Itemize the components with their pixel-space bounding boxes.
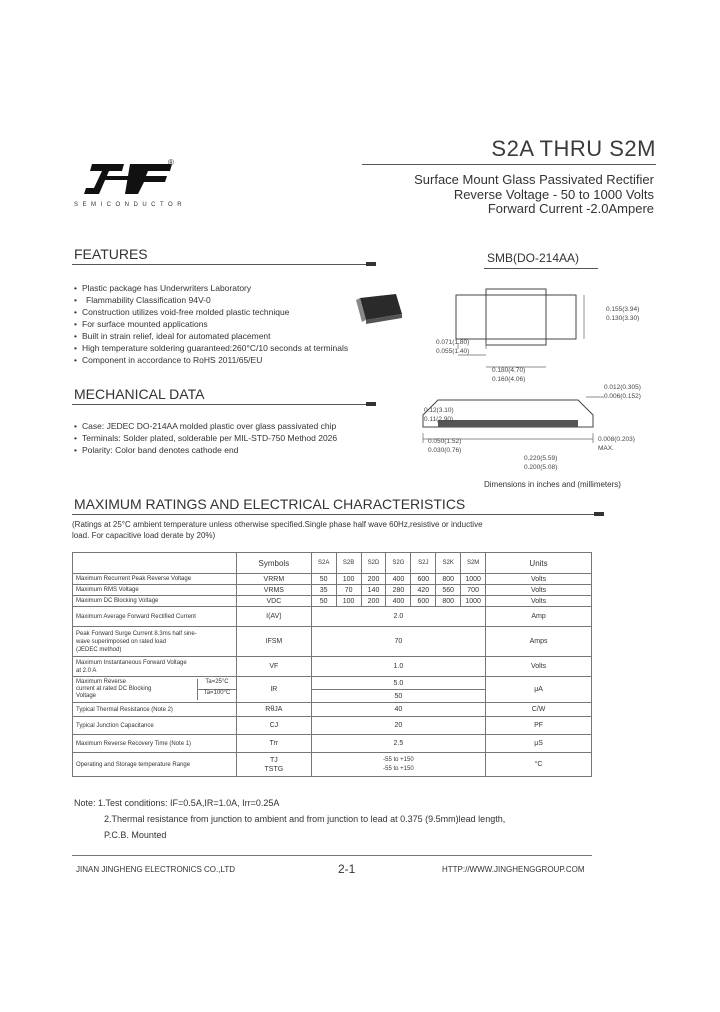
feature-item: • Built in strain relief, ideal for automated placement [74,330,394,342]
package-name: SMB(DO-214AA) [487,251,580,265]
feature-item: • High temperature soldering guaranteed:260°C/10 seconds at terminals [74,342,394,354]
row-label-line: wave superimposed on rated load [76,638,167,645]
row-symbol [237,753,312,777]
header-part: S2J [411,553,436,574]
row-unit: μA [486,677,592,703]
cell-value: 400 [386,574,411,585]
row-label: Typical Thermal Resistance (Note 2) [73,703,237,717]
row-unit: μS [486,735,592,753]
note-line: Note: 1.Test conditions: IF=0.5A,IR=1.0A, Irr=0.25A [74,798,280,808]
cell-value: 20 [311,717,485,735]
row-label-line: at 2.0 A [76,667,97,674]
dim-label: 0.180(4.70) [492,367,526,374]
table-row [73,657,592,677]
cell-value: 100 [336,574,361,585]
cell-value: 100 [336,596,361,607]
feature-item: • Plastic package has Underwriters Laboratory [74,282,394,294]
dim-text [492,366,525,384]
dim-label: 0.006(0.152) [604,393,641,400]
dim-label: 0.12(3.10) [424,407,454,414]
feature-item: • Component in accordance to RoHS 2011/65/EU [74,354,394,366]
feature-item-continuation: • Flammability Classification 94V-0 [74,294,394,306]
row-label: Operating and Storage temperature Range [73,753,237,777]
dimensions-note: Dimensions in inches and (millimeters) [484,480,621,489]
header-param [73,553,237,574]
note-line: 2.Thermal resistance from junction to ambient and from junction to lead at 0.375 (9.5mm)lead length, [104,814,506,824]
row-symbol: Trr [237,735,312,753]
package-photo [354,290,404,326]
row-unit: Amp [486,607,592,627]
dim-label: 0.050(1.52) [428,438,462,445]
dim-label: 0.160(4.06) [492,376,526,383]
ratings-rule-end [594,512,604,516]
cell-value: 280 [386,585,411,596]
row-unit: Volts [486,585,592,596]
dim-text [428,437,461,455]
dim-text [606,305,639,323]
forward-current: Forward Current -2.0Ampere [487,201,654,216]
row-label: Maximum DC Blocking Voltage [73,596,237,607]
dim-label: 0.220(5.59) [524,455,558,462]
part-title [491,136,656,162]
table-row [73,735,592,753]
dim-text [524,454,557,472]
subtitle: Surface Mount Glass Passivated Rectifier [414,172,654,187]
cell-value: 2.5 [311,735,485,753]
features-heading: FEATURES [74,246,148,262]
value-line: -55 to +150 [383,756,414,763]
row-label: Maximum Recurrent Peak Reverse Voltage [73,574,237,585]
row-symbol: I(AV) [237,607,312,627]
footer-rule [72,855,592,856]
part-suffix: S2M [609,136,656,161]
row-symbol: IFSM [237,627,312,657]
feature-item: • Construction utilizes void-free molded plastic technique [74,306,394,318]
ratings-note [72,519,483,541]
footer-page: 2-1 [338,862,356,876]
dim-text [598,435,635,453]
row-label-line: Voltage [76,693,97,699]
dim-text [424,406,454,424]
table-row [73,753,592,777]
row-label-line: Maximum Instantaneous Forward Voltage [76,659,187,666]
table-row [73,596,592,607]
logo-company-word: SEMICONDUCTOR [74,202,187,208]
row-unit: Volts [486,657,592,677]
header-units: Units [486,553,592,574]
cell-value: 35 [311,585,336,596]
row-label-line: (JEDEC method) [76,646,122,653]
temp-condition: Ta=100°C [203,690,231,696]
mechanical-item: • Polarity: Color band denotes cathode end [74,444,394,456]
dim-label: MAX. [598,445,614,452]
cell-value: 700 [461,585,486,596]
row-symbol: IR [237,677,312,703]
logo-mark-icon [72,158,182,200]
company-logo [72,158,187,208]
ratings-note-line: load. For capacitive load derate by 20%) [72,531,216,540]
cell-value: 140 [361,585,386,596]
feature-item: • For surface mounted applications [74,318,394,330]
cell-value: 5.0 [311,677,485,690]
cell-value: 70 [336,585,361,596]
cell-value: 800 [436,596,461,607]
part-prefix: S2A [491,136,534,161]
table-row [73,703,592,717]
table-row [73,574,592,585]
row-label: Maximum Reverse Recovery Time (Note 1) [73,735,237,753]
registered-mark: ® [168,158,174,167]
dim-label: 0.200(5.08) [524,464,558,471]
cell-value: 70 [311,627,485,657]
row-symbol: CJ [237,717,312,735]
cell-value: 600 [411,596,436,607]
mechanical-heading: MECHANICAL DATA [74,386,205,402]
cell-value: 50 [311,596,336,607]
mechanical-item: • Case: JEDEC DO-214AA molded plastic over glass passivated chip [74,420,394,432]
title-rule [362,164,656,165]
header-part: S2G [386,553,411,574]
ratings-note-line: (Ratings at 25°C ambient temperature unless otherwise specified.Single phase half wave 60Hz,resistive or inductive [72,520,483,529]
dim-label: 0.055(1.40) [436,348,470,355]
part-thru: THRU [539,136,603,161]
temp-condition: Ta=25°C [198,679,236,690]
features-rule [72,264,372,265]
cell-value: 600 [411,574,436,585]
table-row [73,717,592,735]
cell-value: 800 [436,574,461,585]
ratings-rule [72,514,602,515]
row-symbol: VRRM [237,574,312,585]
row-label: Maximum Average Forward Rectified Current [73,607,237,627]
features-list [74,282,394,366]
cell-value: 1000 [461,596,486,607]
cell-value: 1.0 [311,657,485,677]
smb-package-icon [354,290,404,326]
cell-value: 420 [411,585,436,596]
cell-value: 1000 [461,574,486,585]
cell-value: 400 [386,596,411,607]
header-part: S2M [461,553,486,574]
row-label [73,677,237,703]
row-unit: C/W [486,703,592,717]
header-part: S2B [336,553,361,574]
row-label: Typical Junction Capacitance [73,717,237,735]
package-name-rule [484,268,598,269]
row-symbol: VF [237,657,312,677]
row-label-line: Peak Forward Surge Current 8.3ms half sine- [76,630,197,637]
header-part: S2D [361,553,386,574]
row-unit: Volts [486,574,592,585]
header-part: S2K [436,553,461,574]
mechanical-item: • Terminals: Solder plated, solderable per MIL-STD-750 Method 2026 [74,432,394,444]
row-unit: Volts [486,596,592,607]
cell-value: 200 [361,574,386,585]
row-unit: Amps [486,627,592,657]
row-symbol: RθJA [237,703,312,717]
row-unit: °C [486,753,592,777]
dim-label: 0.155(3.94) [606,306,640,313]
cell-value: 2.0 [311,607,485,627]
header-part: S2A [311,553,336,574]
row-label-line: Maximum Reverse [76,679,127,685]
symbol-line: TSTG [264,765,284,773]
ratings-table [72,552,592,777]
ratings-heading: MAXIMUM RATINGS AND ELECTRICAL CHARACTERISTICS [74,496,466,512]
row-label-line: current at rated DC Blocking [76,686,152,692]
notes [74,795,505,843]
cell-value [311,753,485,777]
cell-value: 560 [436,585,461,596]
table-row [73,627,592,657]
table-row [73,585,592,596]
row-symbol: VRMS [237,585,312,596]
footer-url[interactable]: HTTP://WWW.JINGHENGGROUP.COM [442,865,585,874]
table-header-row [73,553,592,574]
symbol-line: TJ [269,756,278,764]
footer-company: JINAN JINGHENG ELECTRONICS CO.,LTD [76,865,235,874]
cell-value: 50 [311,690,485,703]
row-symbol: VDC [237,596,312,607]
table-row [73,607,592,627]
note-line: P.C.B. Mounted [104,830,167,840]
row-label: Maximum RMS Voltage [73,585,237,596]
dim-label: 0.130(3.30) [606,315,640,322]
dim-label: 0.030(0.76) [428,447,462,454]
features-rule-end [366,262,376,266]
dim-label: 0.071(1.80) [436,339,470,346]
row-label [73,657,237,677]
dim-label: 0.012(0.305) [604,384,641,391]
table-row [73,677,592,690]
value-line: -55 to +150 [383,765,414,772]
dim-label: 0.11(2.90) [424,416,454,423]
mechanical-list [74,420,394,456]
row-unit: PF [486,717,592,735]
cell-value: 50 [311,574,336,585]
header-symbols: Symbols [237,553,312,574]
cell-value: 200 [361,596,386,607]
mechanical-rule-end [366,402,376,406]
dim-text [604,383,641,401]
dim-label: 0.008(0.203) [598,436,635,443]
row-label [73,627,237,657]
dim-text [436,338,469,356]
cell-value: 40 [311,703,485,717]
mechanical-rule [72,404,372,405]
reverse-voltage: Reverse Voltage - 50 to 1000 Volts [453,187,654,202]
